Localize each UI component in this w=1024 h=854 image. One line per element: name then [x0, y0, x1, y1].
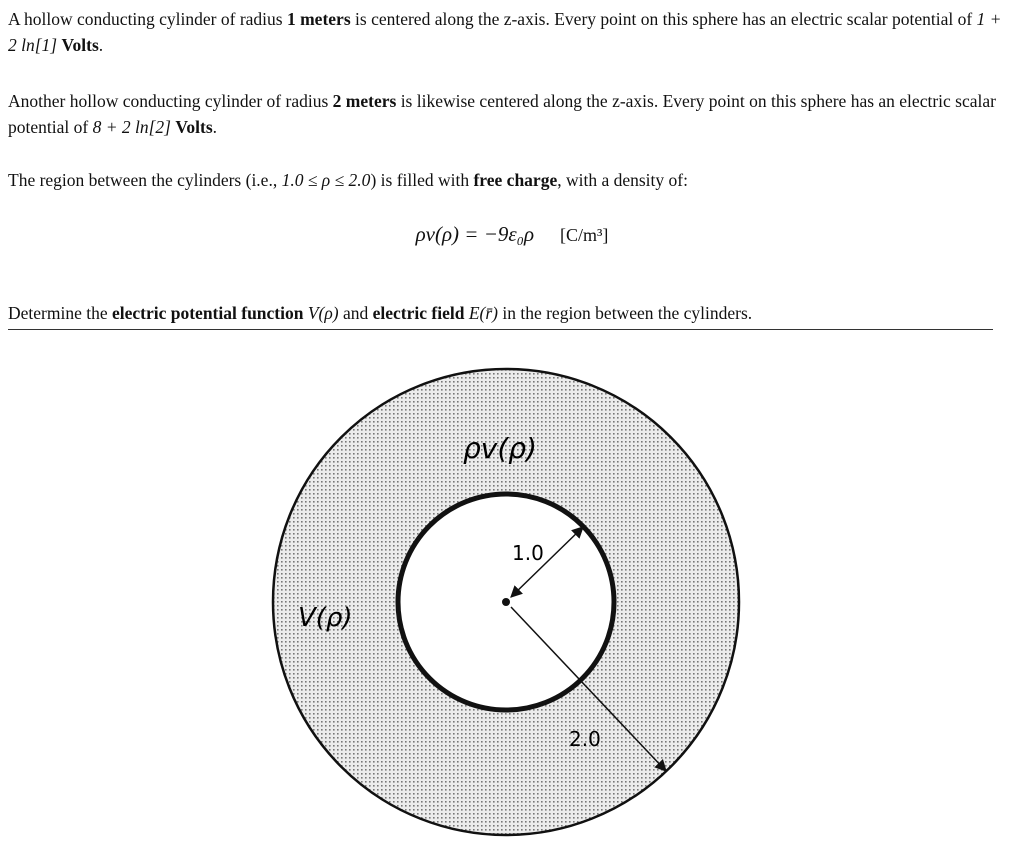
label-charge-density: ρv(ρ) — [463, 432, 537, 465]
p4-text-2: and — [338, 303, 373, 323]
p3-text-3: , with a density of: — [557, 170, 688, 190]
p2-text-3: . — [212, 117, 218, 137]
label-inner-radius: 1.0 — [512, 541, 544, 565]
label-potential: V(ρ) — [298, 603, 353, 633]
paragraph-task — [8, 300, 993, 330]
p4-v-of-rho: V(ρ) — [303, 303, 339, 323]
p1-radius: 1 meters — [286, 9, 351, 29]
paragraph-outer-cylinder — [8, 88, 1014, 140]
charge-density-equation — [0, 222, 1024, 247]
p3-text-2: ) is filled with — [370, 170, 474, 190]
p4-potential-function: electric potential function — [111, 303, 304, 323]
p2-potential-expr: 8 + 2 ln[2] — [92, 117, 171, 137]
p2-radius: 2 meters — [332, 91, 397, 111]
paragraph-inner-cylinder — [8, 6, 1014, 58]
paragraph-charge-region — [8, 167, 1014, 193]
p2-text-2: is likewise centered along the z-axis. Every point on this sphere has an electric scalar potential of — [8, 91, 996, 137]
label-outer-radius: 2.0 — [569, 727, 601, 751]
p1-text-1: A hollow conducting cylinder of radius — [8, 9, 287, 29]
p1-units: Volts — [61, 35, 99, 55]
p2-text-1: Another hollow conducting cylinder of radius — [8, 91, 333, 111]
equation-lhs: ρv(ρ) = −9ε₀ρ — [415, 222, 535, 246]
p1-text-3: . — [98, 35, 104, 55]
p3-range: 1.0 ≤ ρ ≤ 2.0 — [281, 170, 371, 190]
p1-text-2: is centered along the z-axis. Every point on this sphere has an electric scalar potential of — [350, 9, 977, 29]
p3-free-charge: free charge — [473, 170, 558, 190]
p4-electric-field: electric field — [372, 303, 465, 323]
equation-units: [C/m³] — [560, 225, 609, 245]
p4-e-of-r: E(r̄) — [464, 303, 498, 323]
p4-text-3: in the region between the cylinders. — [497, 303, 753, 323]
p1-potential-expr: 1 + 2 ln[1] — [8, 9, 1002, 55]
p4-text-1: Determine the — [8, 303, 112, 323]
p3-text-1: The region between the cylinders (i.e., — [8, 170, 282, 190]
p2-units: Volts — [175, 117, 213, 137]
center-point — [502, 598, 510, 606]
cylinders-diagram — [0, 340, 1024, 854]
